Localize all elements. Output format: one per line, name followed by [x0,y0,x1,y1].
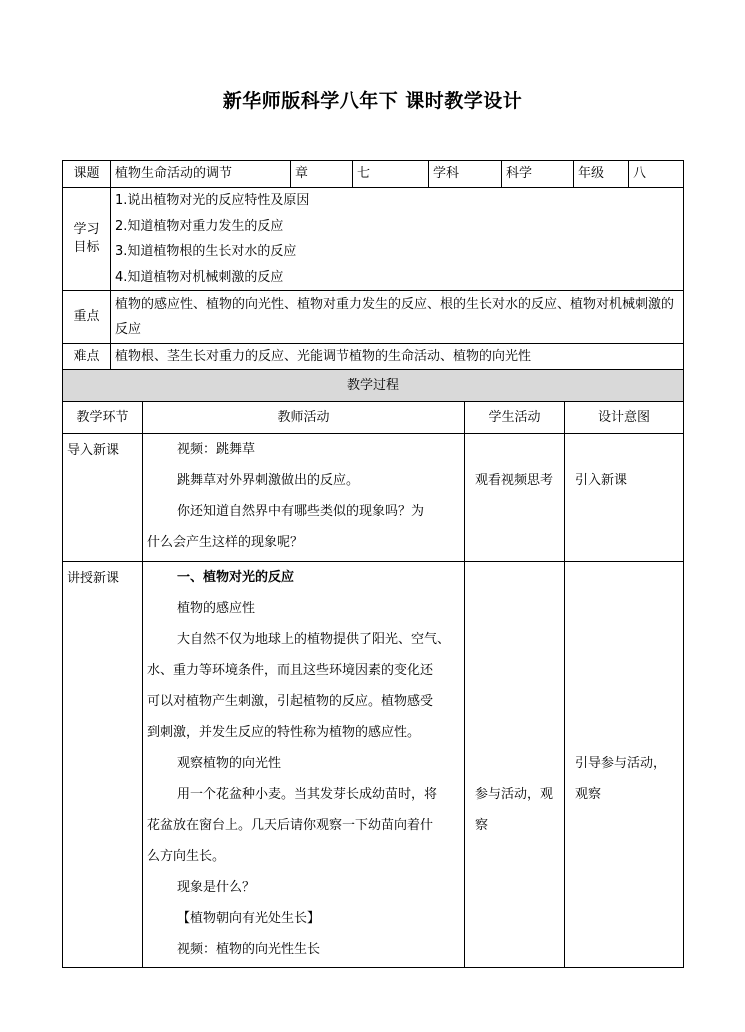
teach-line: 可以对植物产生刺激，引起植物的反应。植物感受 [147,694,434,709]
intro-stage-label: 导入新课 [67,443,120,458]
topic-label: 课题 [63,161,111,188]
teach-teacher [143,562,465,968]
teach-line: 【植物朝向有光处生长】 [177,911,321,926]
teach-design [565,562,684,968]
chapter-label: 章 [291,161,353,188]
objectives-label-line-2: 目标 [73,240,100,255]
intro-stage [63,434,143,562]
intro-line: 你还知道自然界中有哪些类似的现象吗？为 [177,504,425,519]
topic-row [63,161,684,188]
header-stage: 教学环节 [63,402,143,434]
teach-stage [63,562,143,968]
teach-line: 水、重力等环境条件，而且这些环境因素的变化还 [147,663,434,678]
process-header-row [63,402,684,434]
objective-item: 3.知道植物根的生长对水的反应 [115,244,297,259]
difficulty-text: 植物根、茎生长对重力的反应、光能调节植物的生命活动、植物的向光性 [111,344,684,371]
intro-line: 跳舞草对外界刺激做出的反应。 [177,473,360,488]
subject-label: 学科 [429,161,502,188]
teach-student-line: 察 [475,818,489,833]
intro-student [465,434,565,562]
teach-line: 视频：植物的向光性生长 [177,942,321,957]
teach-line: 现象是什么？ [177,880,256,895]
focus-label: 重点 [63,291,111,344]
intro-teacher [143,434,465,562]
process-section-title: 教学过程 [63,370,684,402]
teach-student [465,562,565,968]
teach-line: 花盆放在窗台上。几天后请你观察一下幼苗向着什 [147,818,434,833]
objectives-label-line-1: 学习 [73,222,100,237]
info-table [62,160,684,371]
objectives-label [63,188,111,291]
intro-line: 什么会产生这样的现象呢？ [147,535,304,550]
intro-design-text: 引入新课 [575,473,628,488]
teach-student-line: 参与活动，观 [475,787,554,802]
grade-value: 八 [629,161,684,188]
intro-row [63,434,684,562]
teach-line: 大自然不仅为地球上的植物提供了阳光、空气、 [177,632,451,647]
objectives-row [63,188,684,291]
teach-design-line: 观察 [575,787,602,802]
header-teacher: 教师活动 [143,402,465,434]
teach-row [63,562,684,968]
process-table [62,369,684,968]
topic-value: 植物生命活动的调节 [111,161,291,188]
focus-text: 植物的感应性、植物的向光性、植物对重力发生的反应、根的生长对水的反应、植物对机械刺激的反应 [111,291,684,344]
difficulty-label: 难点 [63,344,111,371]
teach-stage-label: 讲授新课 [67,571,120,586]
teach-line: 到刺激，并发生反应的特性称为植物的感应性。 [147,725,421,740]
objective-item: 2.知道植物对重力发生的反应 [115,218,284,234]
subject-value: 科学 [502,161,574,188]
teach-line: 观察植物的向光性 [177,756,282,771]
focus-row [63,291,684,344]
grade-label: 年级 [574,161,629,188]
header-student: 学生活动 [465,402,565,434]
teach-line: 一、植物对光的反应 [177,570,295,585]
intro-student-text: 观看视频思考 [475,473,554,488]
intro-design [565,434,684,562]
page-title: 新华师版科学八年下 课时教学设计 [222,90,523,112]
difficulty-row [63,344,684,371]
chapter-value: 七 [353,161,429,188]
objectives-list [111,188,684,291]
teach-design-line: 引导参与活动， [575,756,667,771]
teach-line: 么方向生长。 [147,849,226,864]
objective-item: 1.说出植物对光的反应特性及原因 [115,193,310,208]
teach-line: 用一个花盆种小麦。当其发芽长成幼苗时，将 [177,787,438,802]
objective-item: 4.知道植物对机械刺激的反应 [115,269,284,285]
teach-line: 植物的感应性 [177,601,256,616]
header-design: 设计意图 [565,402,684,434]
intro-line: 视频：跳舞草 [177,442,256,457]
